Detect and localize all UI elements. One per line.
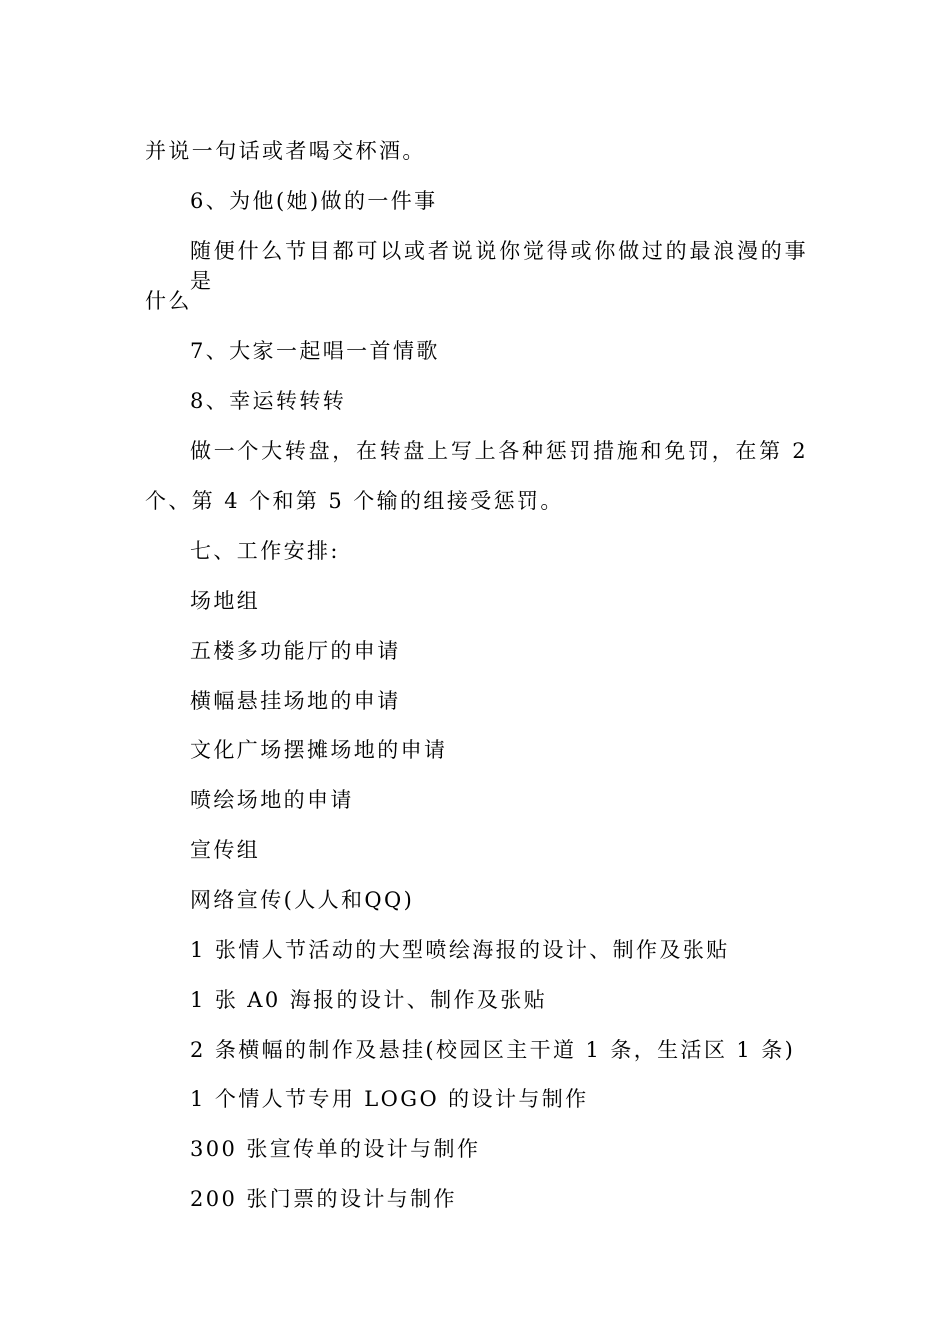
text-line-22: 200 张门票的设计与制作 [190, 1187, 457, 1211]
text-line-3: 随便什么节目都可以或者说说你觉得或你做过的最浪漫的事是 [190, 239, 808, 293]
text-line-21: 300 张宣传单的设计与制作 [190, 1137, 481, 1161]
text-line-8: 个、第 4 个和第 5 个输的组接受惩罚。 [145, 489, 564, 513]
text-line-15: 宣传组 [190, 838, 261, 862]
text-line-18: 1 张 A0 海报的设计、制作及张贴 [190, 988, 548, 1012]
text-line-17: 1 张情人节活动的大型喷绘海报的设计、制作及张贴 [190, 938, 730, 962]
text-line-1: 并说一句话或者喝交杯酒。 [145, 139, 426, 163]
text-line-6: 8、幸运转转转 [190, 389, 347, 413]
text-line-5: 7、大家一起唱一首情歌 [190, 339, 440, 363]
section-heading: 七、工作安排: [190, 539, 340, 563]
text-line-2: 6、为他(她)做的一件事 [190, 189, 438, 213]
text-line-4: 什么 [145, 289, 192, 313]
text-line-13: 文化广场摆摊场地的申请 [190, 738, 448, 762]
text-line-10: 场地组 [190, 589, 261, 613]
text-line-16: 网络宣传(人人和QQ) [190, 888, 415, 912]
text-line-14: 喷绘场地的申请 [190, 788, 354, 812]
text-line-20: 1 个情人节专用 LOGO 的设计与制作 [190, 1087, 589, 1111]
text-line-11: 五楼多功能厅的申请 [190, 639, 401, 663]
text-line-19: 2 条横幅的制作及悬挂(校园区主干道 1 条，生活区 1 条) [190, 1038, 796, 1062]
text-line-7: 做一个大转盘，在转盘上写上各种惩罚措施和免罚，在第 2 [190, 439, 808, 463]
text-line-12: 横幅悬挂场地的申请 [190, 689, 401, 713]
